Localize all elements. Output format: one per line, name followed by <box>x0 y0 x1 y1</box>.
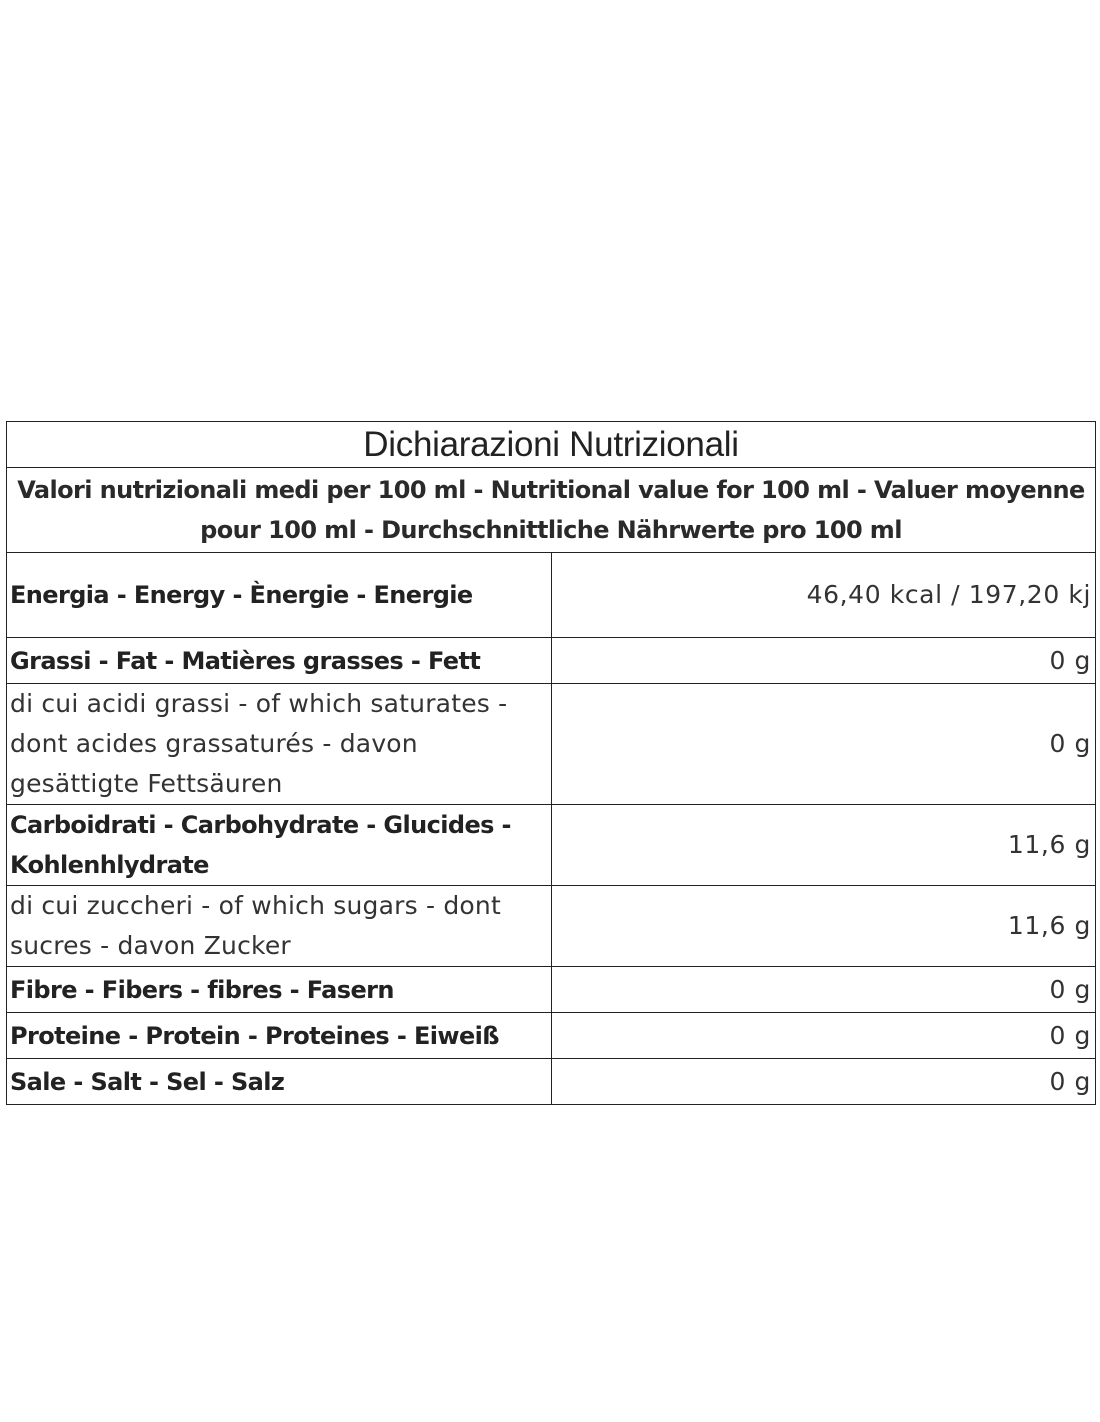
row-label: di cui zuccheri - of which sugars - dont sucres - davon Zucker <box>7 886 552 967</box>
table-row-fibre <box>7 967 1096 1013</box>
row-label: Proteine - Protein - Proteines - Eiweiß <box>7 1013 552 1059</box>
row-value: 0 g <box>551 684 1096 805</box>
table-row-salt <box>7 1059 1096 1105</box>
row-label: Sale - Salt - Sel - Salz <box>7 1059 552 1105</box>
row-value: 46,40 kcal / 197,20 kj <box>551 553 1096 638</box>
row-value: 11,6 g <box>551 886 1096 967</box>
table-subtitle: Valori nutrizionali medi per 100 ml - Nutritional value for 100 ml - Valuer moyenne pour 100 ml - Durchschnittliche Nährwerte pro 100 ml <box>7 468 1096 553</box>
table-row-saturates <box>7 684 1096 805</box>
subtitle-row <box>7 468 1096 553</box>
row-value: 0 g <box>551 967 1096 1013</box>
table-row-fat <box>7 638 1096 684</box>
nutrition-table <box>6 421 1096 1105</box>
table-row-energy <box>7 553 1096 638</box>
title-row <box>7 422 1096 468</box>
row-label: Grassi - Fat - Matières grasses - Fett <box>7 638 552 684</box>
row-label: Fibre - Fibers - fibres - Fasern <box>7 967 552 1013</box>
row-value: 0 g <box>551 638 1096 684</box>
row-label: Carboidrati - Carbohydrate - Glucides - Kohlenhlydrate <box>7 805 552 886</box>
row-value: 0 g <box>551 1059 1096 1105</box>
row-value: 11,6 g <box>551 805 1096 886</box>
row-label: di cui acidi grassi - of which saturates - dont acides grassaturés - davon gesättigte Fettsäuren <box>7 684 552 805</box>
table-row-sugars <box>7 886 1096 967</box>
table-title: Dichiarazioni Nutrizionali <box>7 422 1096 468</box>
row-value: 0 g <box>551 1013 1096 1059</box>
table-row-carbohydrate <box>7 805 1096 886</box>
table-row-protein <box>7 1013 1096 1059</box>
row-label: Energia - Energy - Ènergie - Energie <box>7 553 552 638</box>
